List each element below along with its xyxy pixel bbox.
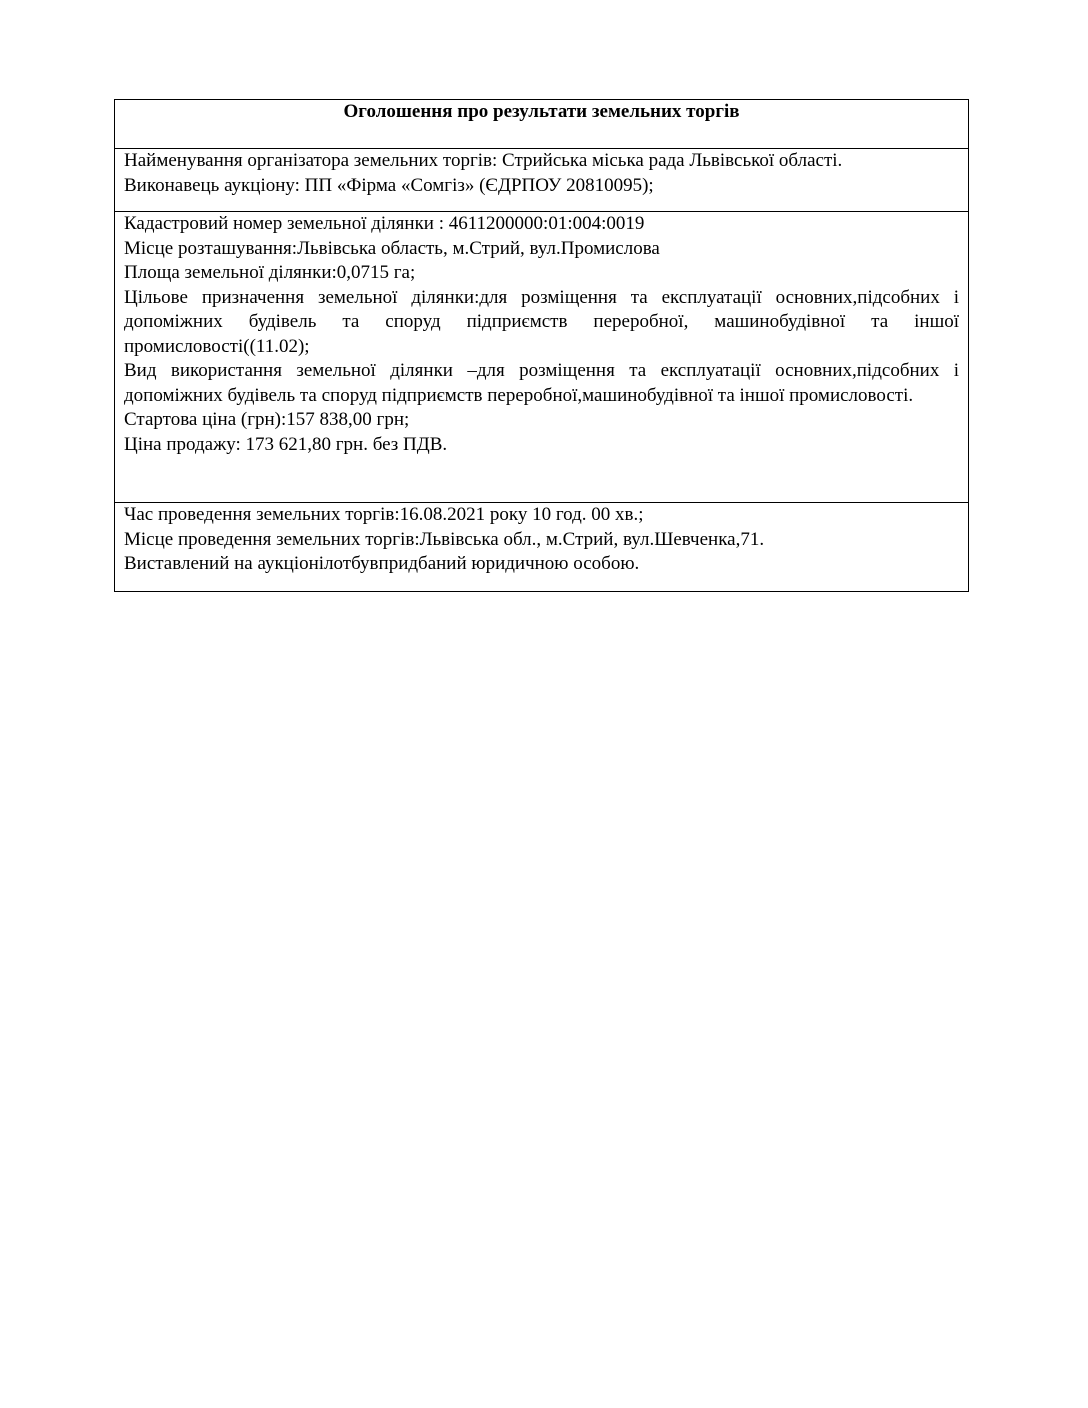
sale-price-line: Ціна продажу: 173 621,80 грн. без ПДВ. [124,433,448,455]
organizer-cell [115,149,969,212]
lot-row [115,212,969,503]
auction-row [115,503,969,592]
auction-place-line: Місце проведення земельних торгів:Львівська обл., м.Стрий, вул.Шевченка,71. [124,528,765,550]
auction-time-line: Час проведення земельних торгів:16.08.2021 року 10 год. 00 хв.; [124,504,644,525]
auction-details-cell [115,503,969,592]
cadastral-number-line: Кадастровий номер земельної ділянки : 4611200000:01:004:0019 [124,213,645,234]
usage-paragraph: Вид використання земельної ділянки –для розміщення та експлуатації основних,підсобних і допоміжних будівель та споруд підприємств переробної,машинобудівної та іншої промисловості. [124,360,959,406]
lot-details-cell [115,212,969,503]
organizer-row [115,149,969,212]
title-row [115,100,969,149]
announcement-title: Оголошення про результати земельних торгів [115,100,969,149]
organizer-name-line: Найменування організатора земельних торгів: Стрийська міська рада Львівської області. [124,150,843,171]
location-line: Місце розташування:Львівська область, м.Стрий, вул.Промислова [124,237,660,259]
purpose-paragraph: Цільове призначення земельної ділянки:для розміщення та експлуатації основних,підсобних і допоміжних будівель та споруд підприємств переробної, машинобудівної та іншої промисловості((11.02); [124,286,959,357]
executor-line: Виконавець аукціону: ПП «Фірма «Сомгіз» (ЄДРПОУ 20810095); [124,174,654,196]
auction-result-line: Виставлений на аукціонілотбувпридбаний юридичною особою. [124,553,640,574]
start-price-line: Стартова ціна (грн):157 838,00 грн; [124,409,410,430]
announcement-table [114,99,969,592]
area-line: Площа земельної ділянки:0,0715 га; [124,262,416,283]
